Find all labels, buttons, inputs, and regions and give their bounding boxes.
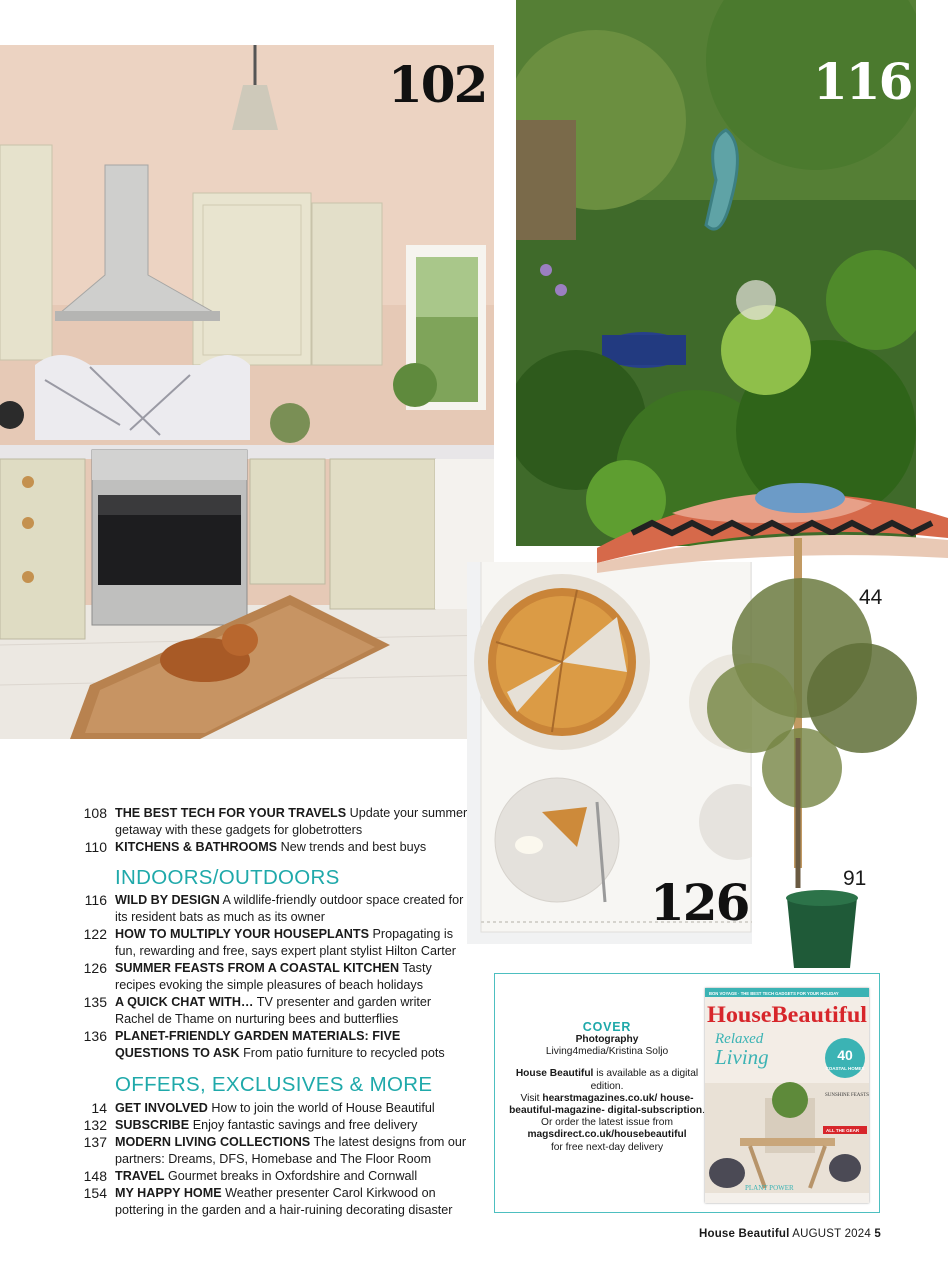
toc-entry[interactable] xyxy=(80,994,470,1028)
magsdirect-link[interactable]: magsdirect.co.uk/housebeautiful xyxy=(527,1129,687,1141)
toc-entry[interactable] xyxy=(80,1185,470,1219)
umbrella-and-tree-photo xyxy=(592,478,948,973)
toc-group-2 xyxy=(80,892,470,1062)
magazine-badge-text: COASTAL HOMES xyxy=(825,1066,865,1071)
toc-entry-description: How to join the world of House Beautiful xyxy=(211,1101,435,1115)
toc-entry-description: Weather presenter Carol Kirkwood on pottering in the garden and a hair-ruining decorating disaster xyxy=(115,1186,453,1217)
toc-entry-heading: PLANET-FRIENDLY GARDEN MATERIALS: FIVE QUESTIONS TO ASK xyxy=(115,1029,401,1060)
toc-entry[interactable] xyxy=(80,1168,470,1185)
toc-entry-heading: MY HAPPY HOME xyxy=(115,1186,222,1200)
magazine-sale-tag: ALL THE GEAR xyxy=(826,1128,860,1133)
toc-entry-heading: MODERN LIVING COLLECTIONS xyxy=(115,1135,311,1149)
toc-entry-description: TV presenter and garden writer Rachel de Thame on nurturing bees and butterflies xyxy=(115,995,432,1026)
toc-group-1 xyxy=(80,805,470,856)
cover-info-box xyxy=(494,973,880,1213)
magazine-feasts: SUNSHINE FEASTS xyxy=(825,1093,869,1098)
page-number-kitchen: 102 xyxy=(388,55,487,114)
toc-entry-description: Update your summer getaway with these gadgets for globetrotters xyxy=(115,806,468,837)
page-folio xyxy=(699,1228,881,1240)
toc-entry[interactable] xyxy=(80,926,470,960)
toc-entry-heading: THE BEST TECH FOR YOUR TRAVELS xyxy=(115,806,347,820)
order-text: Or order the latest issue from xyxy=(541,1117,673,1129)
digital-subscription-link[interactable]: hearstmagazines.co.uk/ house-beautiful-magazine- digital-subscription xyxy=(509,1092,703,1117)
toc-entry-description: The latest designs from our partners: Dreams, DFS, Homebase and The Floor Room xyxy=(115,1135,467,1166)
toc-entry[interactable] xyxy=(80,805,470,839)
magazine-title: HouseBeautiful xyxy=(707,1002,867,1027)
toc-entry-description: New trends and best buys xyxy=(280,840,427,854)
page-number-garden: 116 xyxy=(813,52,912,111)
toc-entry-heading: SUBSCRIBE xyxy=(115,1118,190,1132)
toc-entry[interactable] xyxy=(80,892,470,926)
toc-entry-description: A wildlife-friendly outdoor space created for its resident bats as much as its owner xyxy=(115,893,464,924)
magazine-headline-2: Living xyxy=(715,1045,769,1069)
section-title-offers: OFFERS, EXCLUSIVES & MORE xyxy=(115,1073,433,1096)
toc-entry-page: 148 xyxy=(83,1168,107,1184)
toc-entry-description: Propagating is fun, rewarding and free, says expert plant stylist Hilton Carter xyxy=(115,927,456,958)
toc-entry-heading: TRAVEL xyxy=(115,1169,165,1183)
toc-entry-page: 135 xyxy=(83,994,107,1010)
toc-entry-heading: WILD BY DESIGN xyxy=(115,893,220,907)
toc-entry-description: Gourmet breaks in Oxfordshire and Cornwall xyxy=(167,1169,418,1183)
toc-entry[interactable] xyxy=(80,1028,470,1062)
toc-group-3 xyxy=(80,1100,470,1219)
kitchen-photo xyxy=(0,45,494,739)
toc-entry-page: 136 xyxy=(83,1028,107,1044)
toc-entry-heading: GET INVOLVED xyxy=(115,1101,208,1115)
magazine-badge-number: 40 xyxy=(837,1047,853,1063)
toc-entry-page: 126 xyxy=(83,960,107,976)
magazine-strap: BON VOYAGE · THE BEST TECH GADGETS FOR YOUR HOLIDAY xyxy=(709,991,839,996)
toc-entry-heading: SUMMER FEASTS FROM A COASTAL KITCHEN xyxy=(115,961,400,975)
availability-text: is available as a digital edition. xyxy=(590,1068,699,1092)
photography-label: Photography xyxy=(575,1034,639,1045)
toc-entry-page: 132 xyxy=(83,1117,107,1133)
folio-brand: House Beautiful xyxy=(698,1228,790,1240)
cover-label: COVER xyxy=(582,1020,632,1034)
toc-entry-description: From patio furniture to recycled pots xyxy=(243,1046,445,1060)
availability-brand: House Beautiful xyxy=(515,1068,594,1080)
toc-entry-page: 14 xyxy=(91,1100,107,1116)
page-number-tart: 126 xyxy=(650,873,749,932)
page-number-olive-tree: 91 xyxy=(843,867,867,890)
magazine-headline-1: Relaxed xyxy=(715,1031,764,1047)
toc-entry-page: 116 xyxy=(84,892,107,908)
page-number-umbrella: 44 xyxy=(859,586,883,609)
toc-entry[interactable] xyxy=(80,839,470,856)
toc-entry[interactable] xyxy=(80,1134,470,1168)
toc-entry[interactable] xyxy=(80,1100,470,1117)
toc-entry-page: 110 xyxy=(84,839,107,855)
toc-entry-page: 108 xyxy=(83,805,107,821)
toc-entry-description: Enjoy fantastic savings and free delivery xyxy=(192,1118,418,1132)
toc-entry-heading: A QUICK CHAT WITH… xyxy=(115,995,254,1009)
toc-entry[interactable] xyxy=(80,960,470,994)
magazine-cover-thumbnail[interactable] xyxy=(705,988,869,1203)
visit-text: Visit xyxy=(520,1092,540,1104)
toc-entry-description: Tasty recipes evoking the simple pleasures of beach holidays xyxy=(115,961,432,992)
magazine-plant-power: PLANT POWER xyxy=(745,1184,794,1192)
toc-entry-heading: HOW TO MULTIPLY YOUR HOUSEPLANTS xyxy=(115,927,369,941)
toc-entry-page: 122 xyxy=(83,926,107,942)
folio-issue: AUGUST 2024 xyxy=(792,1228,871,1240)
photography-credit: Living4media/Kristina Soljo xyxy=(545,1046,669,1058)
cover-credits: COVER Photography Living4media/Kristina Soljo House Beautiful is available as a digital edition. Visit hearstmagazines.co.uk/ house-beautiful-magazine- digital-subscription. Or order the latest issue from magsdirect.co.uk/housebeautiful for free next-day delivery xyxy=(509,1020,705,1153)
toc-entry-page: 137 xyxy=(83,1134,107,1150)
delivery-text: for free next-day delivery xyxy=(550,1141,664,1153)
folio-page-number: 5 xyxy=(874,1228,881,1240)
toc-entry[interactable] xyxy=(80,1117,470,1134)
section-title-indoors-outdoors: INDOORS/OUTDOORS xyxy=(115,866,340,889)
toc-entry-page: 154 xyxy=(83,1185,107,1201)
toc-entry-heading: KITCHENS & BATHROOMS xyxy=(115,840,278,854)
